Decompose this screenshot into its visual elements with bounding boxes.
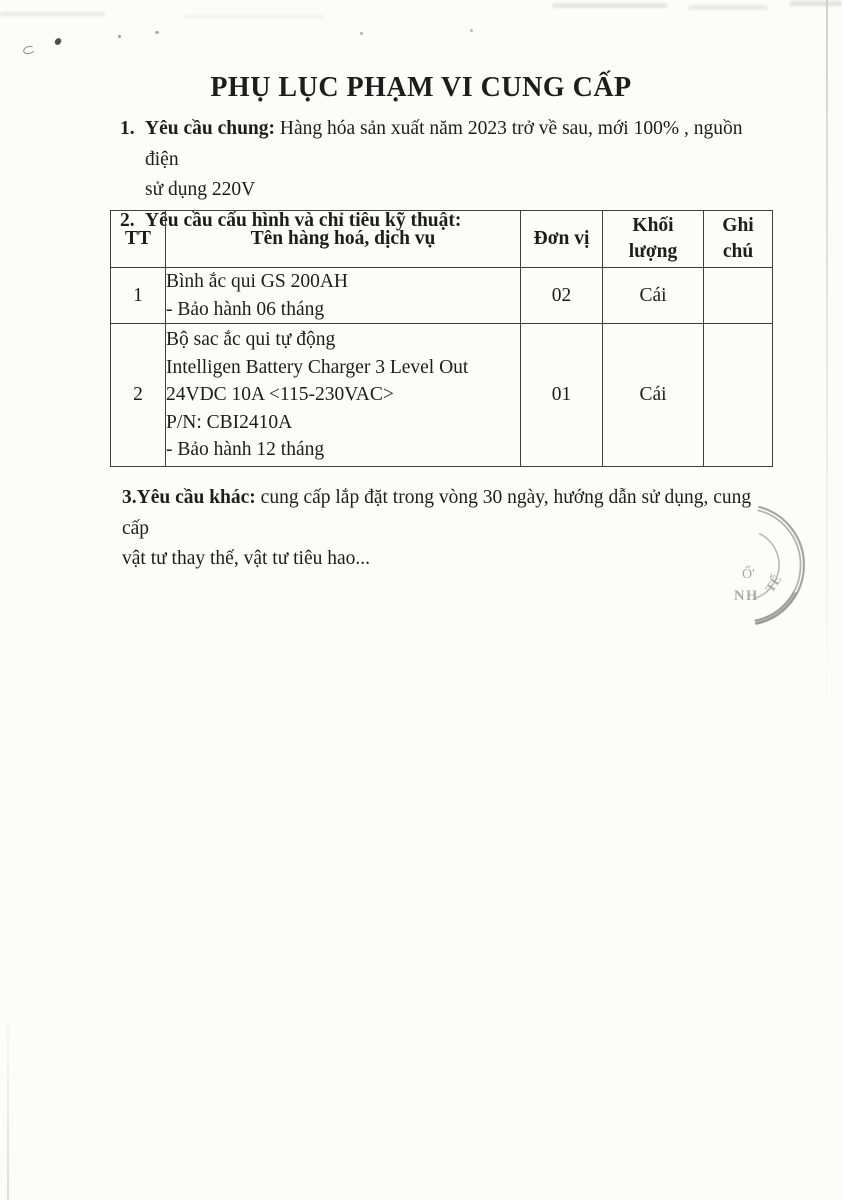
cell-unit: 01 bbox=[521, 324, 603, 467]
header-cell-name: Tên hàng hoá, dịch vụ bbox=[166, 211, 521, 268]
item-body-line: Hàng hóa sản xuất năm 2023 trở về sau, mới 100% , nguồn điện bbox=[145, 118, 743, 170]
stamp-bottom-smear bbox=[755, 592, 795, 622]
section-body-line: vật tư thay thế, vật tư tiêu hao... bbox=[122, 548, 371, 569]
item-label: Yêu cầu cấu hình và chỉ tiêu kỹ thuật: bbox=[145, 209, 462, 231]
name-line: P/N: CBI2410A bbox=[166, 411, 293, 433]
section-label: 3.Yêu cầu khác: bbox=[122, 487, 256, 508]
scan-artifact-smudge bbox=[688, 5, 768, 10]
spec-table bbox=[110, 210, 773, 467]
scan-artifact-smudge bbox=[790, 1, 842, 6]
name-line: - Bảo hành 12 tháng bbox=[166, 439, 325, 461]
stamp-text-fragment: Ổ' bbox=[742, 567, 755, 582]
page-title: PHỤ LỤC PHẠM VI CUNG CẤP bbox=[210, 72, 632, 103]
header-cell-note: Ghi chú bbox=[704, 211, 773, 268]
scan-artifact-smudge bbox=[552, 3, 667, 8]
cell-name bbox=[166, 268, 521, 324]
item-label: Yêu cầu chung: bbox=[145, 118, 276, 139]
scan-artifact-speck bbox=[54, 37, 62, 46]
cell-tt: 1 bbox=[111, 268, 166, 324]
official-stamp-partial bbox=[668, 486, 838, 656]
name-line: Bộ sac ắc qui tự động bbox=[166, 329, 336, 351]
scan-artifact-vertical-line bbox=[7, 990, 9, 1200]
name-line: - Bảo hành 06 tháng bbox=[166, 298, 325, 320]
table-row bbox=[111, 268, 773, 324]
header-cell-unit: Đơn vị bbox=[521, 211, 603, 268]
scan-artifact-speck bbox=[155, 31, 159, 34]
cell-tt: 2 bbox=[111, 324, 166, 467]
stamp-graphic bbox=[668, 486, 838, 656]
item-text bbox=[145, 114, 780, 206]
table-header-row bbox=[111, 211, 773, 268]
stamp-text-fragment: NH bbox=[734, 588, 759, 604]
name-line: Intelligen Battery Charger 3 Level Out bbox=[166, 356, 469, 378]
item-number: 1. bbox=[120, 118, 135, 139]
cell-note bbox=[704, 324, 773, 467]
cell-qty: Cái bbox=[603, 268, 704, 324]
scan-artifact-speck bbox=[470, 29, 473, 32]
header-cell-qty: Khối lượng bbox=[603, 211, 704, 268]
section-body-line: cung cấp lắp đặt trong vòng 30 ngày, hướng dẫn sử dụng, cung cấp bbox=[122, 487, 752, 539]
name-line: 24VDC 10A <115-230VAC> bbox=[166, 384, 394, 406]
stamp-outer-arc-2 bbox=[755, 510, 801, 620]
scan-artifact-speck bbox=[22, 45, 36, 56]
list-item-1 bbox=[120, 114, 780, 206]
cell-note bbox=[704, 268, 773, 324]
item-number: 2. bbox=[120, 209, 135, 231]
header-cell-tt: TT bbox=[111, 211, 166, 268]
stamp-text-fragment: TẾ bbox=[762, 572, 785, 595]
name-line: Bình ắc qui GS 200AH bbox=[166, 271, 348, 292]
item-body-line: sử dụng 220V bbox=[145, 179, 256, 200]
cell-name bbox=[166, 324, 521, 467]
scan-artifact-speck bbox=[360, 32, 363, 35]
scan-artifact-smudge bbox=[185, 15, 325, 18]
table-row bbox=[111, 324, 773, 467]
cell-unit: 02 bbox=[521, 268, 603, 324]
scan-artifact-smudge bbox=[0, 12, 105, 16]
scan-artifact-speck bbox=[118, 35, 121, 38]
cell-qty: Cái bbox=[603, 324, 704, 467]
